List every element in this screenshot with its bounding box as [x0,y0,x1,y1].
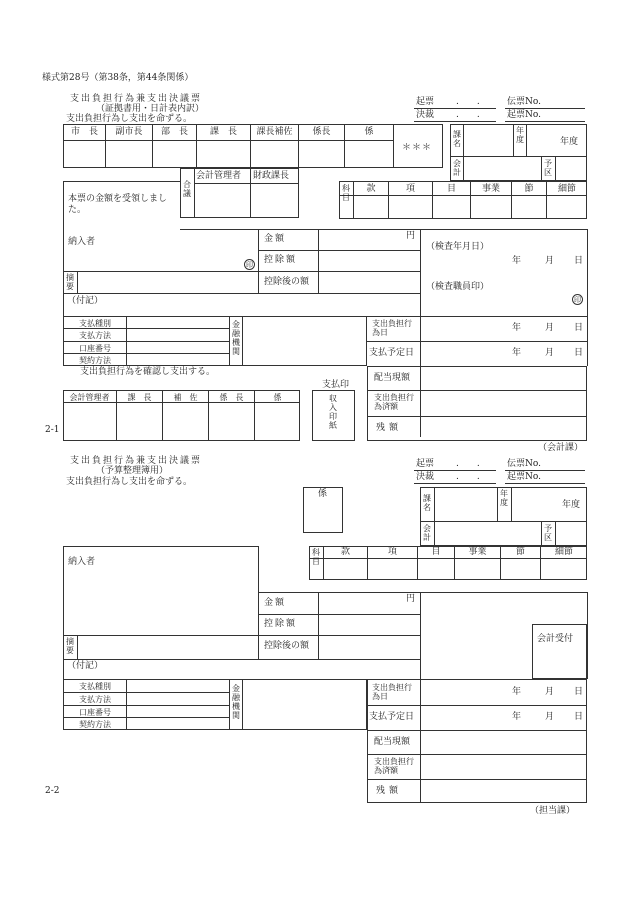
kaikei-label: 会計 [453,159,461,177]
kessai2-date[interactable]: . . [456,472,480,482]
kingaku2-label: 金額 [264,598,287,608]
kamoku2-label: 科目 [312,548,320,566]
kaikei-kanrisha: 会計管理者 [196,171,242,181]
futan-sumi2-label: 支出負担行為済額 [374,757,414,775]
futan-day[interactable]: 日 [574,323,584,333]
form1-title: 支出負担行為兼支出決議票 [70,94,203,104]
saisetsu-label: 細節 [557,184,576,194]
futan2-month[interactable]: 月 [545,687,555,697]
kojo-go-label: 控除後の額 [264,277,310,287]
approver-fukushicho: 副市長 [115,127,143,137]
form2-title: 支出負担行為兼支出決議票 [70,456,203,466]
form-number: 様式第28号（第38条，第44条関係） [42,73,194,83]
approver-shicho: 市 長 [70,127,98,137]
denpyo-no[interactable]: 伝票No. [507,97,541,107]
kingaku-label: 金額 [264,234,287,244]
pay2-type: 支払種別 [79,682,111,691]
kessai2-label: 決裁 [416,472,435,482]
account-no: 口座番号 [79,344,111,353]
kihyo-label: 起票 [416,97,435,107]
yotei2-year[interactable]: 年 [512,712,522,722]
goki-label: 合議 [183,180,191,198]
fuki-label: （付記） [67,296,104,306]
yotei-month[interactable]: 月 [545,348,555,358]
stars: ＊＊＊ [402,143,433,153]
haito2-label: 配当現額 [374,737,411,747]
kamei2-label: 課名 [423,494,431,512]
moku2-label: 目 [431,547,441,557]
seal-icon: 印 [246,261,253,269]
moku-label: 目 [446,184,456,194]
tekiyo-label: 摘要 [66,273,74,291]
kaikei-uketsuke-box [532,624,587,679]
yoku2-label: 予区 [544,524,552,542]
saisetsu2-label: 細節 [554,547,573,557]
footer-kaikeika: （会計課） [538,443,584,453]
kojo-label: 控除額 [264,255,298,265]
pay2-method: 支払方法 [79,695,111,704]
yotei2-month[interactable]: 月 [545,712,555,722]
kojo2-label: 控除額 [264,619,298,629]
kamoku-label: 科目 [342,184,350,202]
bottom-kacho: 課 長 [127,393,152,402]
approver-kakaricho: 係長 [312,127,331,137]
kihyo2-label: 起票 [416,459,435,469]
approver-kacho: 課 長 [209,127,237,137]
yoku-label: 予区 [544,159,552,177]
kinyu-label: 金融機関 [232,320,240,356]
pay-type: 支払種別 [79,319,111,328]
futan-date-label: 支出負担行為日 [372,319,412,337]
futan2-day[interactable]: 日 [574,687,584,697]
futan-sumi-label: 支出負担行為済額 [374,393,414,411]
approver-kacho-hosa: 課長補佐 [256,127,293,137]
receipt-text: 本票の金額を受領しました。 [68,194,168,215]
kinyu2-label: 金融機関 [232,684,240,720]
form2-order: 支出負担行為し支出を命ずる。 [66,477,193,487]
jigyo-label: 事業 [481,184,500,194]
ko2-label: 項 [387,547,397,557]
kamei-label: 課名 [453,130,461,148]
yotei-label: 支払予定日 [369,348,415,358]
kaikei2-label: 会計 [423,524,431,542]
kensa-month[interactable]: 月 [545,256,555,266]
account2-no: 口座番号 [79,708,111,717]
confirm-text: 支出負担行為を確認し支出する。 [80,367,216,377]
shiharai-in-label: 支払印 [322,380,350,390]
kaikei-uketsuke-label: 会計受付 [537,634,574,644]
jigyo2-label: 事業 [468,547,487,557]
kan2-label: 款 [340,547,350,557]
kihyo2-date[interactable]: . . [456,459,480,469]
futan2-year[interactable]: 年 [512,687,522,697]
kensa-year[interactable]: 年 [512,256,522,266]
stamp-label: 収入印紙 [329,394,337,430]
kihyo2-no[interactable]: 起票No. [507,472,541,482]
kensa-day[interactable]: 日 [574,256,584,266]
pay-method: 支払方法 [79,331,111,340]
nonyusha2-label: 納入者 [68,557,96,567]
kensa-seal-label: （検査職員印） [426,282,490,292]
approver-bucho: 部 長 [160,127,188,137]
tekiyo2-label: 摘要 [66,637,74,655]
nonyusha-label: 納入者 [68,237,96,247]
yotei-day[interactable]: 日 [574,348,584,358]
fiscal-year: 年度 [560,137,579,147]
futan-month[interactable]: 月 [545,323,555,333]
kakari-label: 係 [318,489,328,499]
kihyo-date[interactable]: . . [456,97,480,107]
kensa-date-label: （検査年月日） [426,242,490,252]
bottom-kaikei-kanrisha: 会計管理者 [69,393,110,402]
yotei2-label: 支払予定日 [369,712,415,722]
fiscal-year-2: 年度 [562,500,581,510]
kojo-go2-label: 控除後の額 [264,641,310,651]
form2-subtitle: （予算整理簿用） [96,466,169,476]
yotei-year[interactable]: 年 [512,348,522,358]
denpyo2-no[interactable]: 伝票No. [507,459,541,469]
zangaku2-label: 残額 [376,786,403,796]
setsu2-label: 節 [515,547,525,557]
yotei2-day[interactable]: 日 [574,712,584,722]
kessai-date[interactable]: . . [456,110,480,120]
yen-label: 円 [406,231,416,241]
footer-tantoka: （担当課） [530,806,576,816]
nendo2-label: 年度 [500,489,508,507]
kensa-seal-icon: 印 [574,296,581,304]
yen2-label: 円 [406,594,416,604]
kessai-label: 決裁 [416,110,435,120]
form1-subtitle: （証拠書用・日計表内訳） [96,104,205,114]
side-label-2-2: 2-2 [45,786,60,796]
ko-label: 項 [405,184,415,194]
form1-order: 支出負担行為し支出を命ずる。 [66,114,193,124]
side-label-2-1: 2-1 [45,425,60,435]
setsu-label: 節 [524,184,534,194]
zaisei-kacho: 財政課長 [253,171,290,181]
fuki2-label: （付記） [67,661,104,671]
haito-label: 配当現額 [374,373,411,383]
bottom-hosa: 補 佐 [173,393,198,402]
bottom-kakari: 係 [273,393,282,402]
contract2-method: 契約方法 [79,720,111,729]
kihyo-no[interactable]: 起票No. [507,110,541,120]
futan-year[interactable]: 年 [512,323,522,333]
nendo-label: 年度 [516,126,524,144]
kan-label: 款 [366,184,376,194]
bottom-kakaricho: 係 長 [219,393,244,402]
futan2-date-label: 支出負担行為日 [372,683,412,701]
zangaku-label: 残額 [376,423,403,433]
contract-method: 契約方法 [79,356,111,365]
approver-kakari: 係 [364,127,374,137]
